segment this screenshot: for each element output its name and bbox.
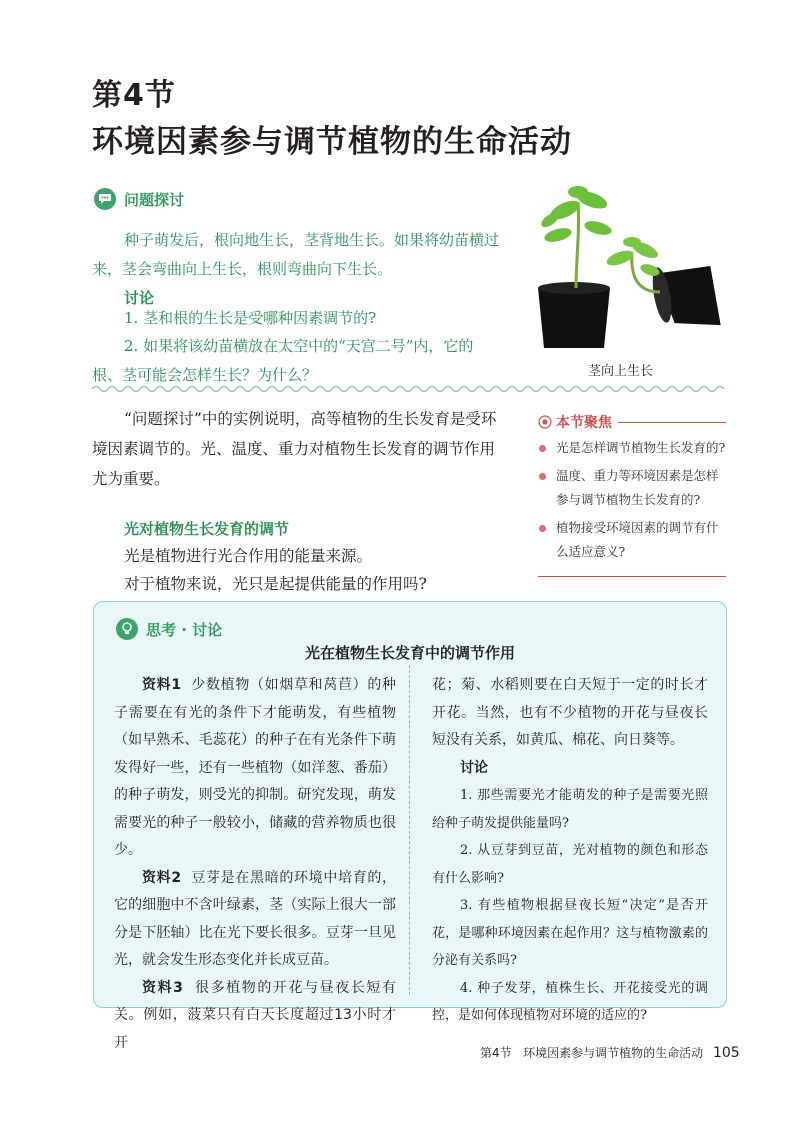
section-title: 环境因素参与调节植物的生命活动 xyxy=(92,124,572,160)
section-focus xyxy=(538,412,726,577)
chat-bubble-icon xyxy=(94,188,116,210)
material-1: 资料1 少数植物（如烟草和莴苣）的种子需要在有光的条件下才能萌发，有些植物（如早熟禾、毛蕊花）的种子在有光条件下萌发得好一些，还有一些植物（如洋葱、番茄）的种子萌发，则受光的抑制。研究发现，萌发需要光的种子一般较小，储藏的营养物质也很少。 xyxy=(114,677,397,858)
think-heading xyxy=(116,618,222,640)
focus-rule xyxy=(618,422,726,423)
page-number: 105 xyxy=(712,1045,740,1061)
figure-caption: 茎向上生长 xyxy=(588,364,654,379)
material-2: 资料2 豆芽是在黑暗的环境中培育的，它的细胞中不含叶绿素，茎（实际上很大一部分是下胚轴）比在光下要长很多。豆芽一旦见光，就会发生形态变化并长成豆苗。 xyxy=(114,869,397,968)
inquiry-intro: 种子萌发后，根向地生长，茎背地生长。如果将幼苗横过来，茎会弯曲向上生长，根则弯曲向下生长。 xyxy=(92,231,500,278)
main-line-1: 光是植物进行光合作用的能量来源。 xyxy=(124,547,373,565)
column-divider xyxy=(409,665,410,995)
focus-item: 温度、重力等环境因素是怎样参与调节植物生长发育的? xyxy=(538,464,726,512)
seedling-photo xyxy=(520,180,730,350)
lightbulb-icon xyxy=(116,618,138,640)
think-discuss-box xyxy=(93,601,727,1051)
think-question-4: 4. 种子发芽，植株生长、开花接受光的调控，是如何体现植物对环境的适应的? xyxy=(432,980,708,1023)
target-icon xyxy=(538,415,552,429)
inquiry-discussion-label: 讨论 xyxy=(124,289,155,307)
inquiry-question-2: 2. 如果将该幼苗横放在太空中的“天宫二号”内，它的根、茎可能会怎样生长？为什么？ xyxy=(92,337,474,384)
footer-section: 第4节 xyxy=(480,1046,512,1060)
think-question-3: 3. 有些植物根据昼夜长短“决定”是否开花，是哪种环境因素在起作用？这与植物激素的分泌有关系吗? xyxy=(432,898,708,968)
inquiry-heading-label: 问题探讨 xyxy=(124,190,185,209)
main-paragraph: “问题探讨”中的实例说明，高等植物的生长发育是受环境因素调节的。光、温度、重力对植物生长发育的调节作用尤为重要。 xyxy=(92,410,497,488)
think-discussion-label: 讨论 xyxy=(460,759,488,776)
inquiry-question-1: 1. 茎和根的生长是受哪种因素调节的? xyxy=(124,309,377,327)
light-subheading: 光对植物生长发育的调节 xyxy=(124,520,290,538)
focus-item: 光是怎样调节植物生长发育的? xyxy=(538,436,726,460)
footer-title: 环境因素参与调节植物的生命活动 xyxy=(523,1046,704,1060)
think-title: 光在植物生长发育中的调节作用 xyxy=(304,644,515,662)
focus-item: 植物接受环境因素的调节有什么适应意义? xyxy=(538,516,726,564)
wavy-divider xyxy=(92,384,728,394)
think-question-1: 1. 那些需要光才能萌发的种子是需要光照给种子萌发提供能量吗? xyxy=(432,788,708,831)
material-3-continued: 花；菊、水稻则要在白天短于一定的时长才开花。当然，也有不少植物的开花与昼夜长短没有关系，如黄瓜、棉花、向日葵等。 xyxy=(432,677,708,748)
page-footer xyxy=(480,1044,740,1061)
think-right-column xyxy=(432,672,708,1030)
think-heading-label: 思考 · 讨论 xyxy=(146,620,223,639)
think-question-2: 2. 从豆芽到豆苗，光对植物的颜色和形态有什么影响? xyxy=(432,843,708,886)
inquiry-heading xyxy=(94,188,184,210)
focus-bottom-rule xyxy=(538,576,726,577)
section-number: 第4节 xyxy=(92,78,176,113)
focus-title: 本节聚焦 xyxy=(556,415,612,431)
think-left-column xyxy=(114,672,396,1057)
main-line-2: 对于植物来说，光只是起提供能量的作用吗? xyxy=(124,575,427,593)
material-3: 资料3 很多植物的开花与昼夜长短有关。例如，菠菜只有白天长度超过13小时才开 xyxy=(114,979,397,1051)
